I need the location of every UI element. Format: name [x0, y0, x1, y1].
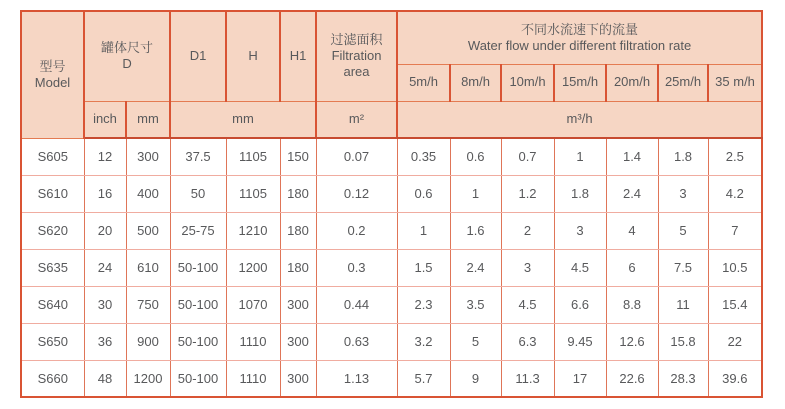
cell-d1: 50-100	[170, 249, 226, 286]
cell-mm: 900	[126, 323, 170, 360]
cell-flow-20: 1.4	[606, 138, 658, 175]
cell-area: 0.07	[316, 138, 397, 175]
cell-flow-5: 0.35	[397, 138, 450, 175]
header-rate-15: 15m/h	[554, 64, 606, 101]
cell-h1: 180	[280, 249, 316, 286]
cell-h: 1210	[226, 212, 280, 249]
header-row-top	[21, 11, 762, 64]
header-rate-10: 10m/h	[501, 64, 554, 101]
header-tank-size	[84, 11, 170, 101]
cell-flow-8: 9	[450, 360, 501, 397]
cell-flow-15: 9.45	[554, 323, 606, 360]
cell-flow-25: 3	[658, 175, 708, 212]
cell-mm: 300	[126, 138, 170, 175]
cell-flow-5: 3.2	[397, 323, 450, 360]
header-rate-20: 20m/h	[606, 64, 658, 101]
cell-flow-10: 0.7	[501, 138, 554, 175]
table-row	[21, 212, 762, 249]
cell-flow-20: 2.4	[606, 175, 658, 212]
header-model	[21, 11, 84, 138]
cell-model: S620	[21, 212, 84, 249]
cell-h1: 300	[280, 286, 316, 323]
cell-d1: 50	[170, 175, 226, 212]
cell-h1: 180	[280, 175, 316, 212]
cell-mm: 750	[126, 286, 170, 323]
cell-model: S605	[21, 138, 84, 175]
cell-h: 1105	[226, 175, 280, 212]
cell-inch: 12	[84, 138, 126, 175]
cell-h1: 180	[280, 212, 316, 249]
cell-flow-10: 11.3	[501, 360, 554, 397]
cell-flow-8: 1	[450, 175, 501, 212]
cell-h1: 300	[280, 360, 316, 397]
cell-flow-8: 0.6	[450, 138, 501, 175]
cell-flow-25: 28.3	[658, 360, 708, 397]
cell-flow-35: 22	[708, 323, 762, 360]
header-rate-25: 25m/h	[658, 64, 708, 101]
cell-flow-35: 2.5	[708, 138, 762, 175]
header-rate-5: 5m/h	[397, 64, 450, 101]
header-rate-8: 8m/h	[450, 64, 501, 101]
table-row	[21, 286, 762, 323]
cell-inch: 16	[84, 175, 126, 212]
filter-spec-table	[20, 10, 763, 398]
header-flow-title-en: Water flow under different filtration rate	[467, 37, 692, 53]
cell-flow-15: 3	[554, 212, 606, 249]
cell-flow-5: 2.3	[397, 286, 450, 323]
cell-model: S610	[21, 175, 84, 212]
cell-mm: 610	[126, 249, 170, 286]
unit-flow: m³/h	[397, 101, 762, 138]
header-filtration-area	[316, 11, 397, 101]
cell-h1: 300	[280, 323, 316, 360]
cell-inch: 36	[84, 323, 126, 360]
header-rate-35: 35 m/h	[708, 64, 762, 101]
cell-h: 1200	[226, 249, 280, 286]
cell-flow-5: 5.7	[397, 360, 450, 397]
cell-flow-15: 6.6	[554, 286, 606, 323]
cell-d1: 25-75	[170, 212, 226, 249]
header-flow-title	[397, 11, 762, 64]
unit-inch: inch	[84, 101, 126, 138]
cell-h: 1105	[226, 138, 280, 175]
cell-flow-8: 5	[450, 323, 501, 360]
cell-mm: 500	[126, 212, 170, 249]
cell-area: 0.12	[316, 175, 397, 212]
header-model-en: Model	[34, 74, 71, 90]
cell-inch: 20	[84, 212, 126, 249]
header-model-zh: 型号	[39, 58, 66, 74]
cell-model: S660	[21, 360, 84, 397]
cell-inch: 48	[84, 360, 126, 397]
cell-flow-10: 6.3	[501, 323, 554, 360]
cell-flow-20: 6	[606, 249, 658, 286]
header-row-units	[21, 101, 762, 138]
cell-flow-25: 15.8	[658, 323, 708, 360]
table-row	[21, 138, 762, 175]
cell-area: 0.44	[316, 286, 397, 323]
cell-mm: 1200	[126, 360, 170, 397]
cell-flow-20: 4	[606, 212, 658, 249]
cell-inch: 24	[84, 249, 126, 286]
unit-mm-group: mm	[170, 101, 316, 138]
cell-area: 1.13	[316, 360, 397, 397]
cell-flow-5: 0.6	[397, 175, 450, 212]
cell-flow-15: 1.8	[554, 175, 606, 212]
header-filtration-area-en: Filtration area	[331, 48, 382, 80]
cell-flow-25: 5	[658, 212, 708, 249]
cell-h1: 150	[280, 138, 316, 175]
cell-flow-8: 2.4	[450, 249, 501, 286]
spec-table-container	[20, 10, 763, 398]
header-tank-size-zh: 罐体尺寸	[101, 40, 154, 55]
header-filtration-area-zh: 过滤面积	[330, 31, 383, 47]
table-row	[21, 323, 762, 360]
table-row	[21, 360, 762, 397]
cell-flow-25: 7.5	[658, 249, 708, 286]
cell-flow-5: 1	[397, 212, 450, 249]
cell-d1: 50-100	[170, 286, 226, 323]
cell-flow-10: 2	[501, 212, 554, 249]
table-row	[21, 249, 762, 286]
cell-flow-8: 1.6	[450, 212, 501, 249]
cell-flow-10: 4.5	[501, 286, 554, 323]
cell-flow-10: 3	[501, 249, 554, 286]
cell-flow-35: 10.5	[708, 249, 762, 286]
cell-area: 0.63	[316, 323, 397, 360]
cell-inch: 30	[84, 286, 126, 323]
cell-d1: 50-100	[170, 323, 226, 360]
cell-flow-20: 22.6	[606, 360, 658, 397]
unit-mm: mm	[126, 101, 170, 138]
header-d1: D1	[170, 11, 226, 101]
cell-flow-8: 3.5	[450, 286, 501, 323]
cell-flow-25: 11	[658, 286, 708, 323]
cell-flow-25: 1.8	[658, 138, 708, 175]
cell-model: S635	[21, 249, 84, 286]
cell-mm: 400	[126, 175, 170, 212]
cell-area: 0.3	[316, 249, 397, 286]
cell-flow-20: 12.6	[606, 323, 658, 360]
cell-area: 0.2	[316, 212, 397, 249]
cell-flow-20: 8.8	[606, 286, 658, 323]
cell-model: S640	[21, 286, 84, 323]
header-tank-size-en: D	[122, 56, 132, 72]
cell-flow-35: 39.6	[708, 360, 762, 397]
cell-flow-35: 4.2	[708, 175, 762, 212]
cell-h: 1110	[226, 323, 280, 360]
cell-flow-15: 17	[554, 360, 606, 397]
header-h: H	[226, 11, 280, 101]
cell-h: 1070	[226, 286, 280, 323]
table-row	[21, 175, 762, 212]
cell-flow-15: 4.5	[554, 249, 606, 286]
cell-flow-15: 1	[554, 138, 606, 175]
cell-d1: 50-100	[170, 360, 226, 397]
header-flow-title-zh: 不同水流速下的流量	[521, 21, 639, 37]
unit-area: m²	[316, 101, 397, 138]
cell-flow-5: 1.5	[397, 249, 450, 286]
header-h1: H1	[280, 11, 316, 101]
cell-flow-10: 1.2	[501, 175, 554, 212]
cell-h: 1110	[226, 360, 280, 397]
cell-flow-35: 15.4	[708, 286, 762, 323]
cell-d1: 37.5	[170, 138, 226, 175]
cell-model: S650	[21, 323, 84, 360]
cell-flow-35: 7	[708, 212, 762, 249]
